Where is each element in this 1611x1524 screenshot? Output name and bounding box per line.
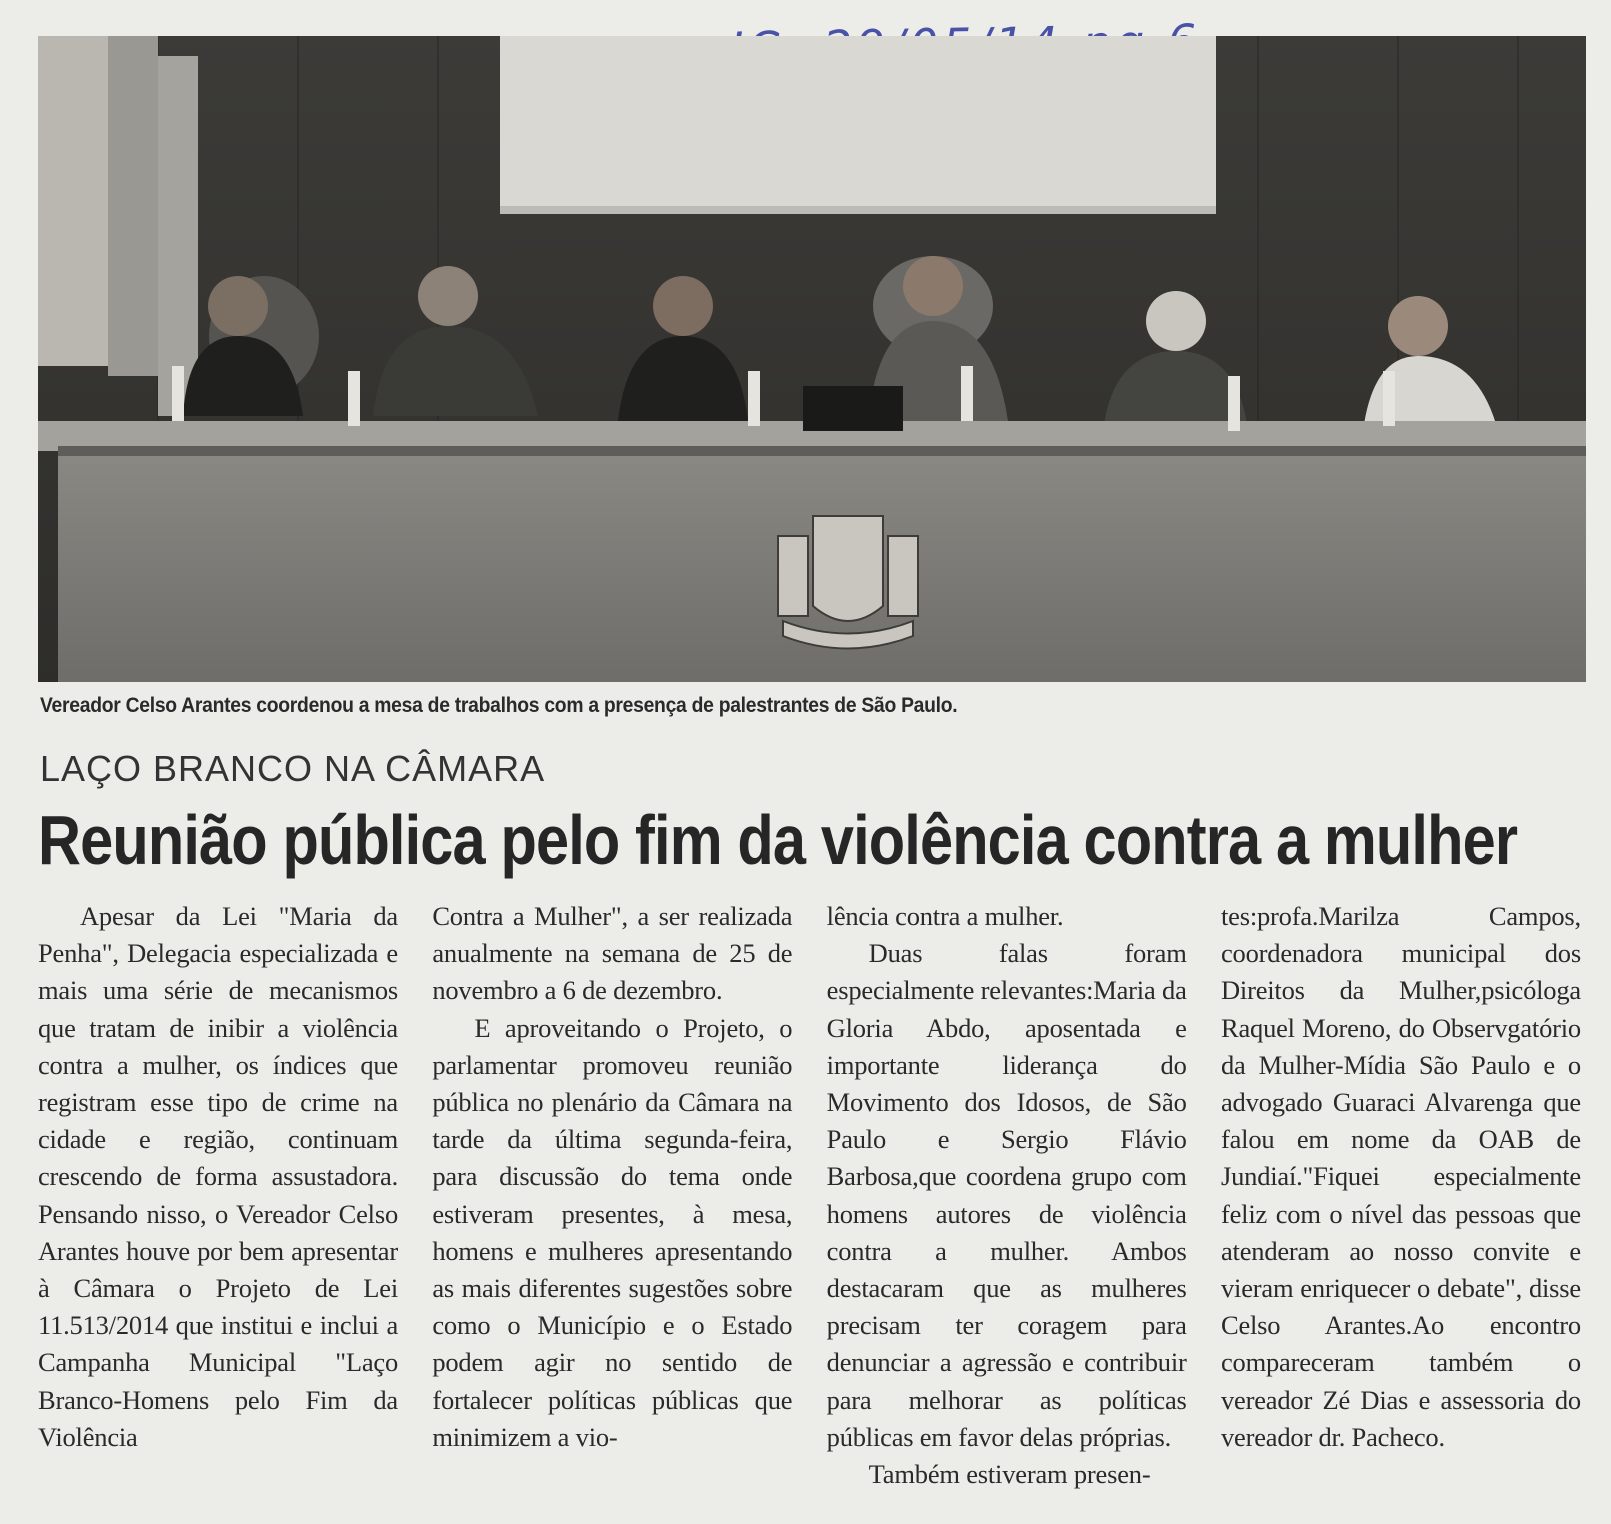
photo-caption: Vereador Celso Arantes coordenou a mesa de trabalhos com a presença de palestrantes de São Paulo. (40, 694, 958, 717)
photo-illustration (38, 36, 1586, 682)
article-column-3 (827, 898, 1187, 1493)
article-body (38, 898, 1581, 1493)
paragraph: tes:profa.Marilza Campos, coordenadora municipal dos Direitos da Mulher,psicóloga Raquel Moreno, do Observgatório da Mulher-Mídia São Paulo e o advogado Guaraci Alvarenga que falou em nome da OAB de Jundiaí."Fiquei especialmente feliz com o nível das pessoas que atenderam ao nosso convite e vieram enriquecer o debate", disse Celso Arantes.Ao encontro compareceram também o vereador Zé Dias e assessoria do vereador dr. Pacheco. (1220, 901, 1581, 1452)
article-column-2 (432, 898, 792, 1493)
article-column-1 (38, 898, 398, 1493)
paragraph: lência contra a mulher. (826, 901, 1064, 931)
paragraph: Também estiveram presen- (868, 1459, 1151, 1490)
paragraph: Contra a Mulher", a ser realizada anualmente na semana de 25 de novembro a 6 de dezembro. (432, 901, 793, 1006)
paragraph: Apesar da Lei "Maria da Penha", Delegacia especializada e mais uma série de mecanismos que tratam de inibir a violência contra a mulher, os índices que registram esse tipo de crime na cidade e região, continuam crescendo de forma assustadora. Pensando nisso, o Vereador Celso Arantes houve por bem apresentar à Câmara o Projeto de Lei 11.513/2014 que institui e inclui a Campanha Municipal "Laço Branco-Homens pelo Fim da Violência (38, 901, 398, 1452)
article-headline: Reunião pública pelo fim da violência contra a mulher (38, 801, 1518, 879)
article-kicker: LAÇO BRANCO NA CÂMARA (40, 748, 546, 789)
paragraph: E aproveitando o Projeto, o parlamentar promoveu reunião pública no plenário da Câmara na tarde da última segunda-feira, para discussão do tema onde estiveram presentes, à mesa, homens e mulheres apresentando as mais diferentes sugestões sobre como o Município e o Estado podem agir no sentido de fortalecer políticas públicas que minimizem a vio- (432, 1012, 793, 1452)
paragraph: Duas falas foram especialmente relevantes:Maria da Gloria Abdo, aposentada e importante liderança do Movimento dos Idosos, de São Paulo e Sergio Flávio Barbosa,que coordena grupo com homens autores de violência contra a mulher. Ambos destacaram que as mulheres precisam ter coragem para denunciar a agressão e contribuir para melhorar as políticas públicas em favor delas próprias. (826, 938, 1187, 1452)
article-column-4 (1221, 898, 1581, 1493)
council-meeting-photo (38, 36, 1586, 682)
